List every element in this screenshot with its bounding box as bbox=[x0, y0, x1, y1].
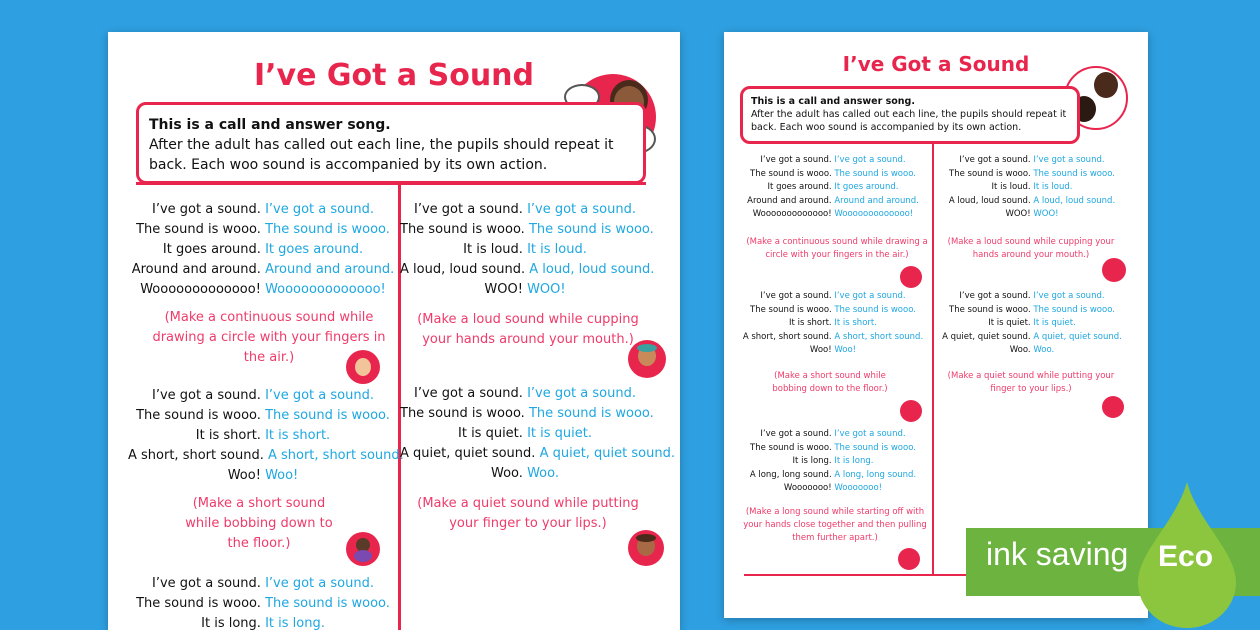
verse-around: I’ve got a sound. I’ve got a sound. The sound is wooo. The sound is wooo. It goes around. It goes around. Around and around. Around and around. Wooooooooooooo! Wooooooooooooo! bbox=[131, 202, 395, 297]
action-quiet: (Make a quiet sound while putting your finger to your lips.) bbox=[417, 496, 639, 531]
shushing-child-icon bbox=[628, 530, 664, 566]
verse-short: I’ve got a sound. I’ve got a sound. The sound is wooo. The sound is wooo. It is short. It is short. A short, short sound. A short, short sound. Woo! Woo! bbox=[128, 388, 404, 483]
shouting-child-icon bbox=[628, 340, 666, 378]
intro-body: After the adult has called out each line, the pupils should repeat it back. Each woo sound is accompanied by its own action. bbox=[751, 109, 1067, 133]
action-short: (Make a short sound while bobbing down to the floor.) bbox=[185, 496, 333, 551]
intro-box bbox=[740, 86, 1080, 144]
action-short: (Make a short sound while bobbing down to the floor.) bbox=[772, 371, 888, 394]
ink-saving-label: ink saving bbox=[986, 536, 1129, 572]
column-divider-horizontal bbox=[136, 182, 646, 185]
verse-around: I’ve got a sound. I’ve got a sound. The sound is wooo. The sound is wooo. It goes around. It goes around. Around and around. Around and around. Wooooooooooooo! Wooooooooooooo! bbox=[747, 155, 919, 219]
eco-badge: Eco bbox=[1158, 540, 1214, 573]
worksheet-preview-full bbox=[108, 32, 680, 630]
action-quiet: (Make a quiet sound while putting your finger to your lips.) bbox=[947, 371, 1115, 394]
action-loud: (Make a loud sound while cupping your hands around your mouth.) bbox=[417, 312, 639, 347]
verse-long: I’ve got a sound. I’ve got a sound. The sound is wooo. The sound is wooo. It is long. It is long. bbox=[136, 576, 390, 630]
action-around: (Make a continuous sound while drawing a circle with your fingers in the air.) bbox=[746, 237, 928, 260]
crouching-child-icon bbox=[346, 532, 380, 566]
action-long: (Make a long sound while starting off with your hands close together and then pulling them further apart.) bbox=[743, 507, 927, 543]
verse-long: I’ve got a sound. I’ve got a sound. The sound is wooo. The sound is wooo. It is long. It is long. A long, long sound. A long, long sound. Wooooooo! Wooooooo! bbox=[749, 429, 917, 493]
crouching-child-icon bbox=[900, 400, 922, 422]
action-around: (Make a continuous sound while drawing a circle with your fingers in the air.) bbox=[152, 310, 386, 365]
intro-body: After the adult has called out each line, the pupils should repeat it back. Each woo sound is accompanied by its own action. bbox=[149, 137, 614, 173]
verse-quiet: I’ve got a sound. I’ve got a sound. The sound is wooo. The sound is wooo. It is quiet. It is quiet. A quiet, quiet sound. A quiet, quiet sound. Woo. Woo. bbox=[942, 291, 1122, 355]
verse-loud: I’ve got a sound. I’ve got a sound. The sound is wooo. The sound is wooo. It is loud. It is loud. A loud, loud sound. A loud, loud sound. WOO! WOO! bbox=[400, 202, 655, 297]
pointing-finger-icon bbox=[346, 350, 380, 384]
verse-quiet: I’ve got a sound. I’ve got a sound. The sound is wooo. The sound is wooo. It is quiet. It is quiet. A quiet, quiet sound. A quiet, quiet sound. Woo. Woo. bbox=[400, 386, 675, 481]
intro-heading: This is a call and answer song. bbox=[149, 117, 391, 133]
intro-heading: This is a call and answer song. bbox=[751, 96, 915, 107]
pointing-finger-icon bbox=[900, 266, 922, 288]
verse-short: I’ve got a sound. I’ve got a sound. The sound is wooo. The sound is wooo. It is short. It is short. A short, short sound. A short, short sound. Woo! Woo! bbox=[742, 291, 924, 355]
shushing-child-icon bbox=[1102, 396, 1124, 418]
page-title: I’ve Got a Sound bbox=[842, 52, 1030, 76]
verse-loud: I’ve got a sound. I’ve got a sound. The sound is wooo. The sound is wooo. It is loud. It is loud. A loud, loud sound. A loud, loud sound. WOO! WOO! bbox=[948, 155, 1116, 219]
intro-box bbox=[136, 102, 646, 184]
child-icon bbox=[898, 548, 920, 570]
page-title: I’ve Got a Sound bbox=[253, 58, 535, 93]
action-loud: (Make a loud sound while cupping your hands around your mouth.) bbox=[947, 237, 1115, 260]
shouting-child-icon bbox=[1102, 258, 1126, 282]
